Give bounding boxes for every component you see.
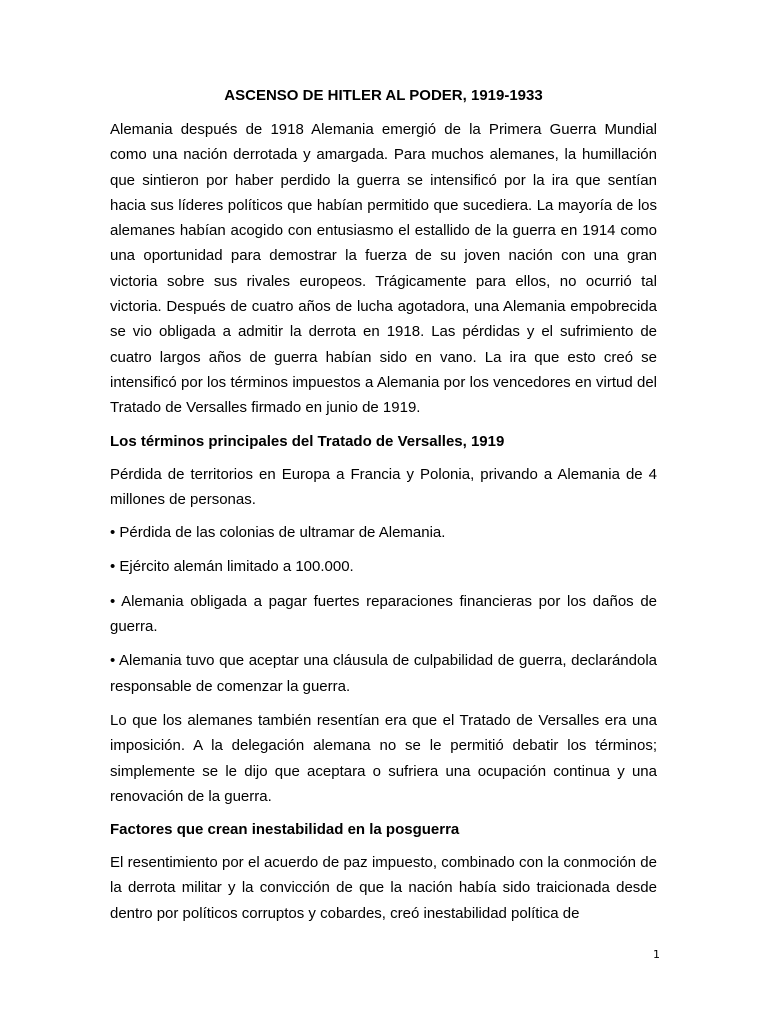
resentment-paragraph: Lo que los alemanes también resentían era que el Tratado de Versalles era una imposición. A la delegación alemana no se le permitió debatir los términos; simplemente se le dijo que aceptara o sufriera una ocupación continua y una renovación de la guerra. [110, 711, 657, 805]
intro-paragraph: Alemania después de 1918 Alemania emergió de la Primera Guerra Mundial como una nación derrotada y amargada. Para muchos alemanes, la humillación que sintieron por haber perdido la guerra se intensificó por la ira que sentían hacia sus líderes políticos que habían permitido que sucediera. La mayoría de los alemanes habían acogido con entusiasmo el estallido de la guerra en 1914 como una oportunidad para demostrar la fuerza de su joven nación con una gran victoria sobre sus rivales europeos. Trágicamente para ellos, no ocurrió tal victoria. Después de cuatro años de lucha agotadora, una Alemania empobrecida se vio obligada a admitir la derrota en 1918. Las pérdidas y el sufrimiento de cuatro largos años de guerra habían sido en vano. La ira que esto creó se intensificó por los términos impuestos a Alemania por los vencedores en virtud del Tratado de Versalles firmado en junio de 1919. [110, 121, 657, 417]
bullet-item-war-guilt: • Alemania tuvo que aceptar una cláusula de culpabilidad de guerra, declarándola responsable de comenzar la guerra. [110, 652, 657, 695]
bullet-item-colonies: • Pérdida de las colonias de ultramar de Alemania. [110, 524, 446, 542]
document-title: ASCENSO DE HITLER AL PODER, 1919-1933 [224, 87, 543, 104]
section-heading-treaty-terms: Los términos principales del Tratado de Versalles, 1919 [110, 432, 505, 450]
bullet-item-army-limit: • Ejército alemán limitado a 100.000. [110, 558, 354, 576]
document-page [110, 86, 657, 934]
page-number: 1 [653, 948, 660, 961]
territory-loss-paragraph: Pérdida de territorios en Europa a Francia y Polonia, privando a Alemania de 4 millones de personas. [110, 465, 657, 508]
section-heading-postwar-instability: Factores que crean inestabilidad en la posguerra [110, 821, 460, 839]
instability-paragraph: El resentimiento por el acuerdo de paz impuesto, combinado con la conmoción de la derrota militar y la convicción de que la nación había sido traicionada desde dentro por políticos corruptos y cobardes, creó inestabilidad política de [110, 854, 657, 922]
bullet-item-reparations: • Alemania obligada a pagar fuertes reparaciones financieras por los daños de guerra. [110, 592, 657, 636]
